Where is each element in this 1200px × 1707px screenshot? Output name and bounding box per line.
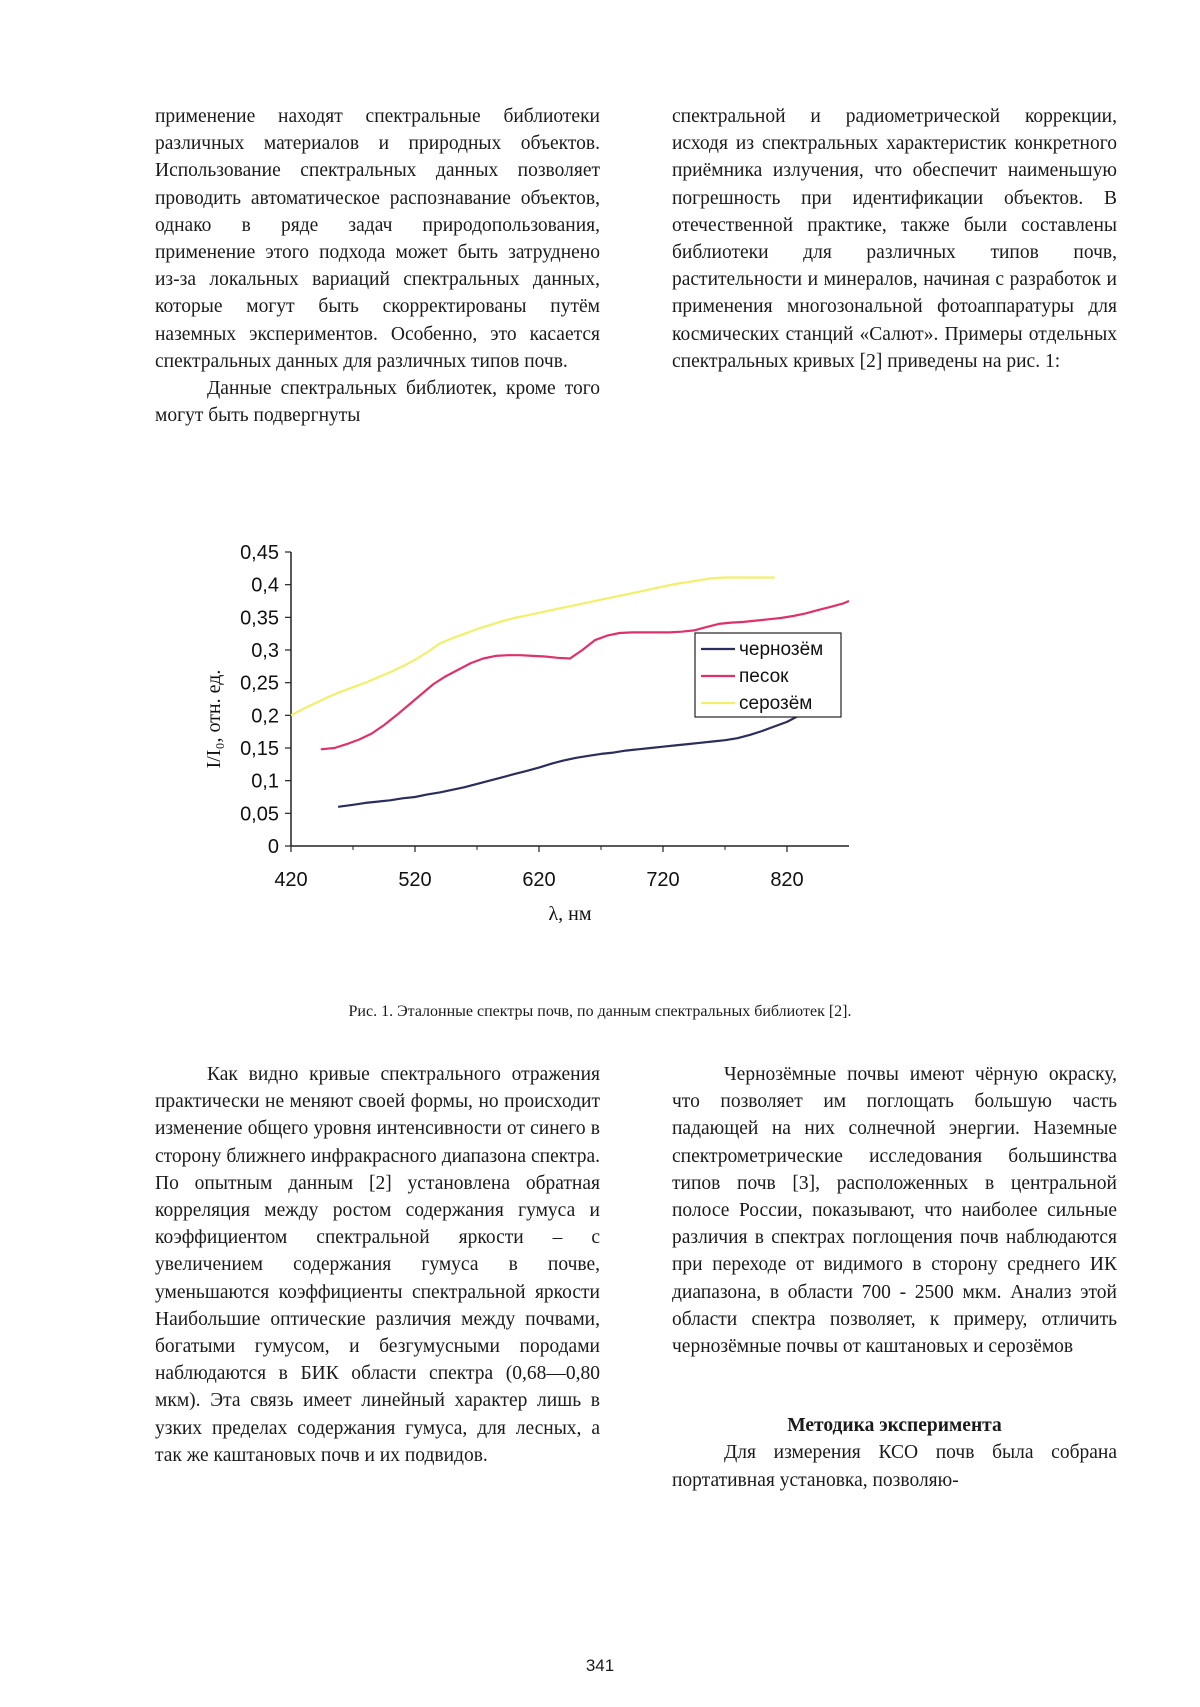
y-tick-label: 0,3 (251, 640, 279, 662)
text-column-bottom-right (672, 1061, 1117, 1494)
x-axis-title: λ, нм (548, 903, 592, 925)
x-tick-label: 720 (646, 869, 680, 891)
section-heading: Методика эксперимента (787, 1415, 1002, 1437)
chart (200, 542, 1020, 1000)
series-line-чернозём (338, 715, 799, 807)
x-tick-label: 620 (522, 869, 556, 891)
legend-label: серозём (739, 693, 813, 714)
y-axis-title: I/I₀, отн. ед. (203, 669, 225, 769)
y-tick-label: 0 (267, 836, 279, 858)
y-tick-label: 0,05 (240, 803, 279, 826)
y-tick-label: 0,2 (251, 705, 279, 728)
text-column-top-right (672, 103, 1117, 375)
figure-spectra-chart (200, 542, 1020, 1000)
y-tick-label: 0,1 (251, 770, 279, 793)
figure-caption: Рис. 1. Эталонные спектры почв, по данным спектральных библиотек [2]. (348, 1003, 852, 1020)
y-tick-label: 0,25 (240, 672, 279, 695)
text-column-top-left (155, 103, 600, 429)
paragraph: применение находят спектральные библиотеки различных материалов и природных объектов. Использование спектральных данных позволяет проводить автоматическое распознавание объектов, однако в ряде задач природопользования, применение этого подхода может быть затруднено из-за локальных вариаций спектральных данных, которые могут быть скорректированы путём наземных экспериментов. Особенно, это касается спектральных данных для различных типов почв. (155, 106, 600, 372)
x-tick-label: 420 (274, 869, 308, 891)
legend-label: песок (739, 666, 789, 687)
paragraph: Как видно кривые спектрального отражения практически не меняют своей формы, но происходит изменение общего уровня интенсивности от синего в сторону ближнего инфракрасного диапазона спектра. По опытным данным [2] установлена обратная корреляция между ростом содержания гумуса и коэффициентом спектральной яркости – с увеличением содержания гумуса в почве, уменьшаются коэффициенты спектральной яркости Наибольшие оптические различия между почвами, богатыми гумусом, и безгумусными породами наблюдаются в БИК области спектра (0,68—0,80 мкм). Эта связь имеет линейный характер лишь в узких пределах содержания гумуса, для лесных, а так же каштановых почв и их подвидов. (155, 1064, 600, 1466)
paragraph: Для измерения КСО почв была собрана портативная установка, позволяю- (672, 1442, 1117, 1491)
y-tick-label: 0,15 (240, 738, 279, 760)
legend-label: чернозём (739, 639, 824, 660)
paragraph: Данные спектральных библиотек, кроме того могут быть подвергнуты (155, 378, 600, 427)
y-tick-label: 0,35 (240, 607, 279, 630)
paragraph: Чернозёмные почвы имеют чёрную окраску, что позволяет им поглощать большую часть падающей на них солнечной энергии. Наземные спектрометрические исследования большинства типов почв [3], расположенных в центральной полосе России, показывают, что наиболее сильные различия в спектрах поглощения почв наблюдаются при переходе от видимого в сторону среднего ИК диапазона, в области 700 - 2500 мкм. Анализ этой области спектра позволяет, к примеру, отличить чернозёмные почвы от каштановых и серозёмов (672, 1064, 1117, 1358)
page-number: 341 (585, 1656, 615, 1675)
paragraph: спектральной и радиометрической коррекции, исходя из спектральных характеристик конкретного приёмника излучения, что обеспечит наименьшую погрешность при идентификации объектов. В отечественной практике, также были составлены библиотеки для различных типов почв, растительности и минералов, начиная с разработок и применения многозональной фотоаппаратуры для космических станций «Салют». Примеры отдельных спектральных кривых [2] приведены на рис. 1: (672, 106, 1117, 372)
text-column-bottom-left (155, 1061, 600, 1469)
y-tick-label: 0,4 (251, 574, 279, 597)
x-tick-label: 820 (770, 869, 804, 891)
x-tick-label: 520 (398, 869, 432, 891)
y-tick-label: 0,45 (240, 542, 279, 564)
